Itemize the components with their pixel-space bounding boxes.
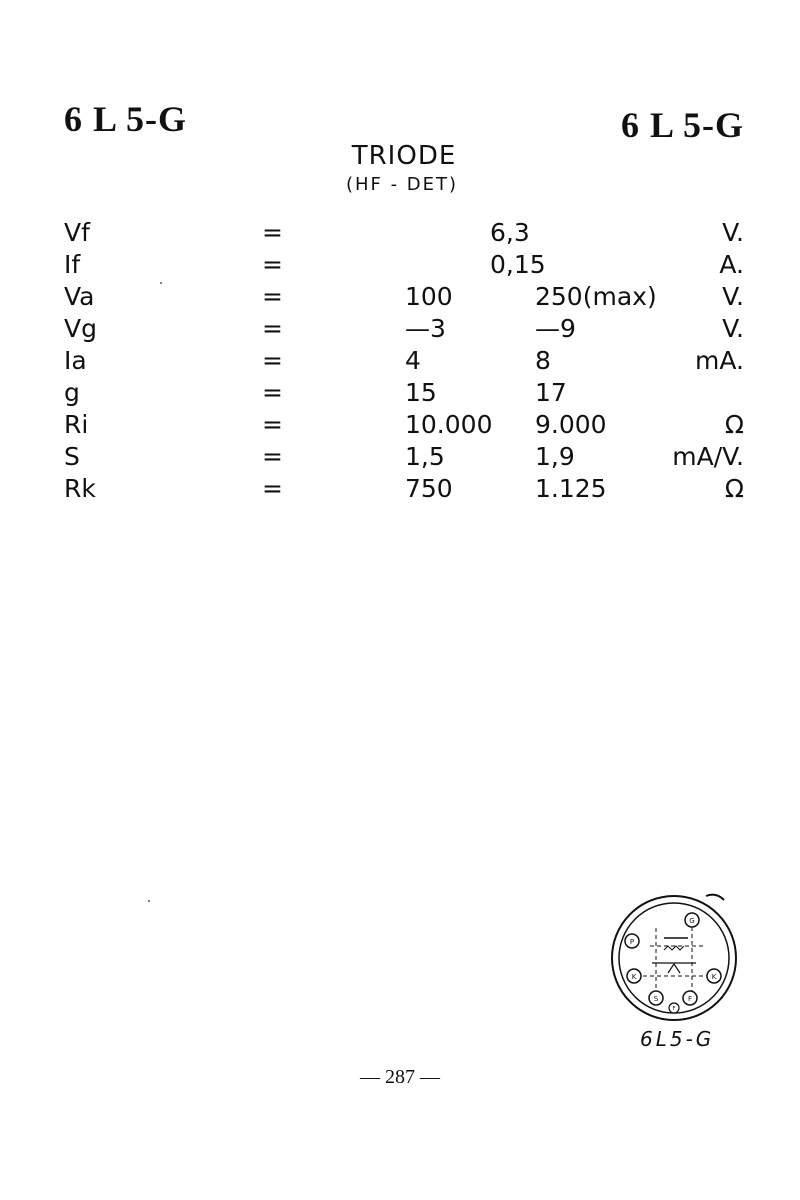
spec-value-1: 750 [405, 474, 453, 503]
pin-label: K [711, 973, 717, 981]
diagram-label: 6L5-G [640, 1027, 715, 1051]
spec-symbol: Va [64, 282, 95, 311]
spec-equals: = [262, 378, 283, 407]
tube-title-right: 6 L 5-G [620, 105, 744, 145]
spec-value-1: 4 [405, 346, 421, 375]
spec-equals: = [262, 250, 283, 279]
spec-equals: = [262, 314, 283, 343]
print-speck [160, 282, 162, 284]
pin-g [685, 913, 699, 927]
spec-unit: V. [722, 282, 744, 311]
tube-title-left: 6 L 5-G [64, 99, 188, 139]
spec-value-2: 1.125 [535, 474, 607, 503]
spec-symbol: Vf [64, 218, 90, 247]
page-number: — 287 — [360, 1066, 440, 1088]
spec-unit: A. [719, 250, 744, 279]
pin-k-left [627, 969, 641, 983]
spec-value-1: 10.000 [405, 410, 493, 439]
spec-symbol: Ri [64, 410, 89, 439]
spec-unit: mA/V. [672, 442, 744, 471]
spec-equals: = [262, 442, 283, 471]
tube-usage: (HF - DET) [345, 174, 459, 195]
spec-value-1: 100 [405, 282, 453, 311]
spec-unit: mA. [695, 346, 744, 375]
spec-symbol: S [64, 442, 80, 471]
spec-row-ri [0, 410, 800, 442]
base-pinout-diagram [606, 888, 746, 1028]
pin-label: F [687, 995, 693, 1003]
specs-table [0, 218, 800, 506]
spec-unit: V. [722, 218, 744, 247]
spec-value-2: 8 [535, 346, 551, 375]
spec-value-2: 17 [535, 378, 567, 407]
tube-base-outer-ring [612, 896, 736, 1020]
spec-symbol: Vg [64, 314, 97, 343]
tube-base-inner-ring [619, 903, 729, 1013]
spec-equals: = [262, 346, 283, 375]
spec-value-1: 1,5 [405, 442, 445, 471]
spec-equals: = [262, 218, 283, 247]
pin-s [649, 991, 663, 1005]
spec-symbol: g [64, 378, 80, 407]
spec-row-ia [0, 346, 800, 378]
pin-f2 [669, 1003, 679, 1013]
spec-row-s [0, 442, 800, 474]
spec-equals: = [262, 474, 283, 503]
spec-symbol: Rk [64, 474, 96, 503]
spec-row-if [0, 250, 800, 282]
pin-label: G [689, 917, 695, 925]
spec-value: 0,15 [490, 250, 546, 279]
pin-k-right [707, 969, 721, 983]
pin-label: P [629, 938, 635, 946]
heater-electrode [668, 964, 680, 973]
grid-electrode [664, 946, 684, 950]
spec-equals: = [262, 282, 283, 311]
pin-label: S [653, 995, 659, 1003]
spec-symbol: Ia [64, 346, 87, 375]
pin-label: F [672, 1006, 676, 1012]
spec-unit: Ω [724, 410, 744, 439]
pin-p [625, 934, 639, 948]
spec-equals: = [262, 410, 283, 439]
spec-value-1: 15 [405, 378, 437, 407]
spec-value-2: 250(max) [535, 282, 657, 311]
tube-type: TRIODE [351, 141, 457, 171]
spec-value-2: —9 [535, 314, 576, 343]
spec-value-2: 9.000 [535, 410, 607, 439]
spec-row-g [0, 378, 800, 410]
spec-symbol: If [64, 250, 81, 279]
spec-value-2: 1,9 [535, 442, 575, 471]
spec-unit: V. [722, 314, 744, 343]
spec-row-rk [0, 474, 800, 506]
print-speck [148, 900, 150, 902]
spec-row-vf [0, 218, 800, 250]
spec-row-vg [0, 314, 800, 346]
pin-f1 [683, 991, 697, 1005]
spec-value: 6,3 [490, 218, 530, 247]
spec-unit: Ω [724, 474, 744, 503]
pin-label: K [631, 973, 637, 981]
base-key-mark [706, 895, 724, 900]
spec-value-1: —3 [405, 314, 446, 343]
spec-row-va [0, 282, 800, 314]
